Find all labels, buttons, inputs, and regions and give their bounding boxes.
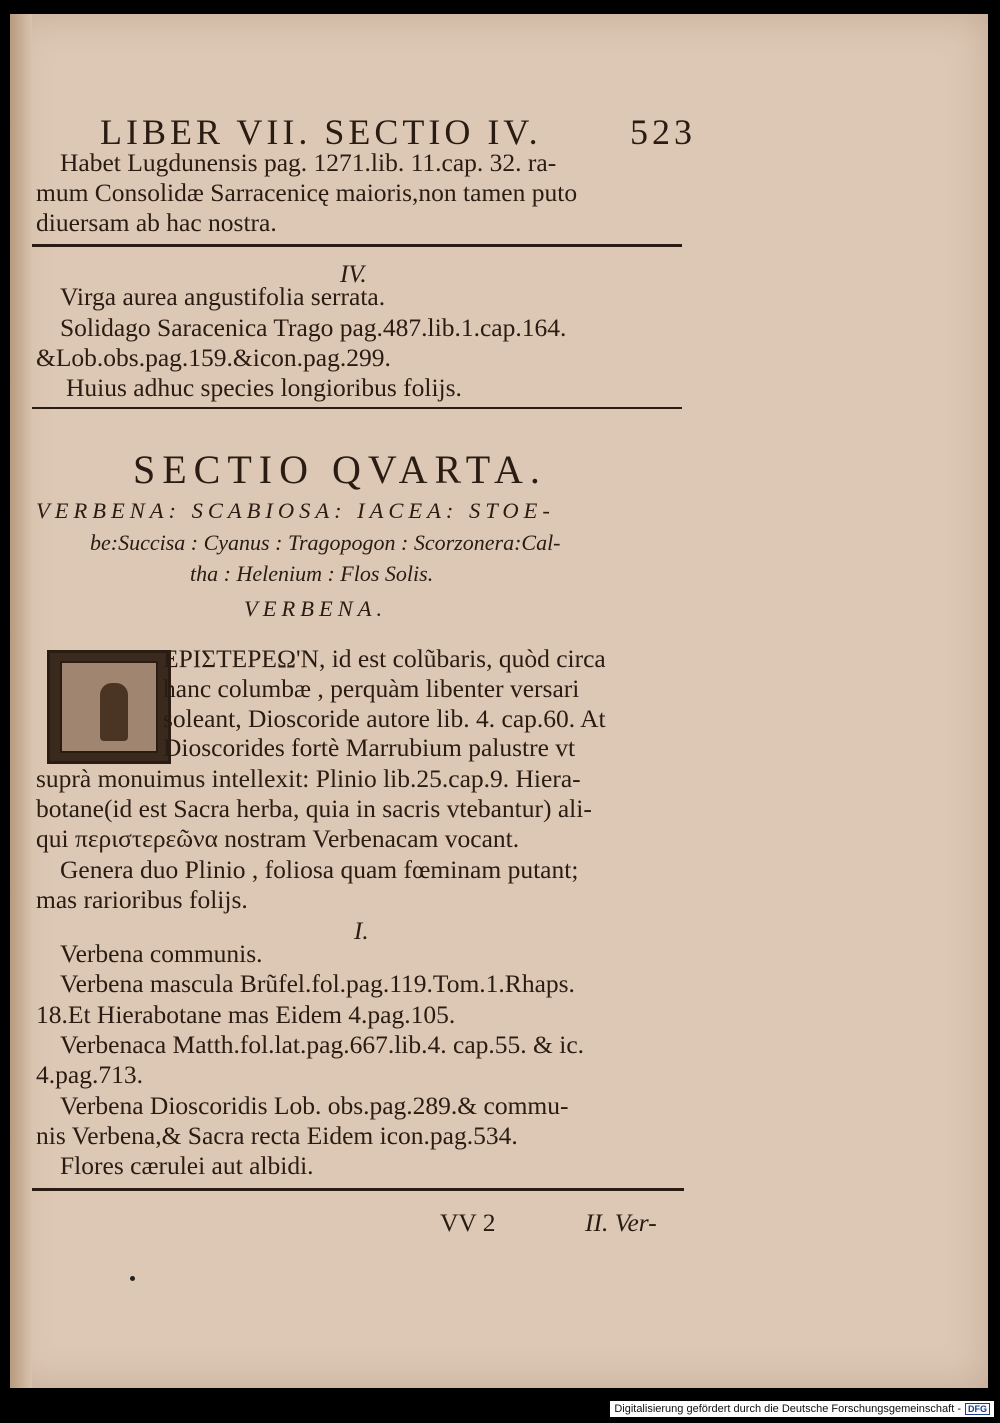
contents-line: be:Succisa : Cyanus : Tragopogon : Scorzonera:Cal- — [90, 530, 561, 555]
dfg-logo: DFG — [965, 1403, 990, 1415]
contents-line: VERBENA: SCABIOSA: IACEA: STOE- — [36, 498, 555, 523]
text-line: hanc columbæ , perquàm libenter versari — [163, 674, 580, 703]
ink-speck — [130, 1276, 135, 1281]
page-spine — [10, 14, 32, 1388]
text-line: 4.pag.713. — [36, 1060, 143, 1089]
text-line: Flores cærulei aut albidi. — [60, 1151, 314, 1180]
section-numeral: I. — [354, 918, 369, 945]
section-title: SECTIO QVARTA. — [133, 447, 547, 492]
text-line: mas rarioribus folijs. — [36, 885, 248, 914]
decorated-initial — [47, 650, 171, 764]
section-numeral: IV. — [340, 261, 367, 288]
text-line: qui περιστερεῶνα nostram Verbenacam vocant. — [36, 824, 520, 853]
section-rule — [32, 1188, 684, 1191]
text-line: Verbenaca Matth.fol.lat.pag.667.lib.4. cap.55. & ic. — [60, 1030, 585, 1059]
initial-figure — [100, 683, 128, 741]
page-number: 523 — [630, 112, 696, 152]
text-line: suprà monuimus intellexit: Plinio lib.25.cap.9. Hiera- — [36, 764, 581, 793]
running-head — [100, 112, 696, 152]
text-line: Verbena mascula Brũfel.fol.pag.119.Tom.1.Rhaps. — [60, 969, 575, 998]
initial-panel — [60, 661, 158, 753]
text-line: 18.Et Hierabotane mas Eidem 4.pag.105. — [36, 1000, 456, 1029]
text-line: mum Consolidæ Sarracenicę maioris,non tamen puto — [36, 178, 578, 207]
text-line: diuersam ab hac nostra. — [36, 208, 277, 237]
text-line: soleant, Dioscoride autore lib. 4. cap.60. At — [163, 704, 606, 733]
text-line: Verbena Dioscoridis Lob. obs.pag.289.& commu- — [60, 1091, 569, 1120]
section-rule — [32, 407, 682, 409]
text-line: &Lob.obs.pag.159.&icon.pag.299. — [36, 343, 391, 372]
text-line: Solidago Saracenica Trago pag.487.lib.1.cap.164. — [60, 313, 567, 342]
signature-mark: VV 2 — [440, 1208, 496, 1237]
running-head-title: LIBER VII. SECTIO IV. — [100, 112, 542, 152]
text-line: ΕΡΙΣΤΕΡΕΩ'Ν, id est colũbaris, quòd circa — [163, 644, 606, 673]
text-line: Genera duo Plinio , foliosa quam fœminam putant; — [60, 855, 579, 884]
text-line: nis Verbena,& Sacra recta Eidem icon.pag.534. — [36, 1121, 518, 1150]
text-line: Habet Lugdunensis pag. 1271.lib. 11.cap. 32. ra- — [60, 148, 557, 177]
catchword: II. Ver- — [585, 1208, 657, 1237]
contents-line: tha : Helenium : Flos Solis. — [190, 561, 434, 586]
digitization-credit — [610, 1401, 994, 1417]
text-line: Virga aurea angustifolia serrata. — [60, 282, 386, 311]
text-line: Huius adhuc species longioribus folijs. — [66, 373, 462, 402]
text-line: botane(id est Sacra herba, quia in sacris vtebantur) ali- — [36, 794, 592, 823]
credit-text: Digitalisierung gefördert durch die Deutsche Forschungsgemeinschaft - — [614, 1403, 961, 1415]
section-rule — [32, 244, 682, 247]
book-page — [10, 14, 988, 1388]
text-line: Dioscorides fortè Marrubium palustre vt — [163, 733, 576, 762]
subheading: VERBENA. — [244, 596, 388, 621]
text-line: Verbena communis. — [60, 939, 263, 968]
